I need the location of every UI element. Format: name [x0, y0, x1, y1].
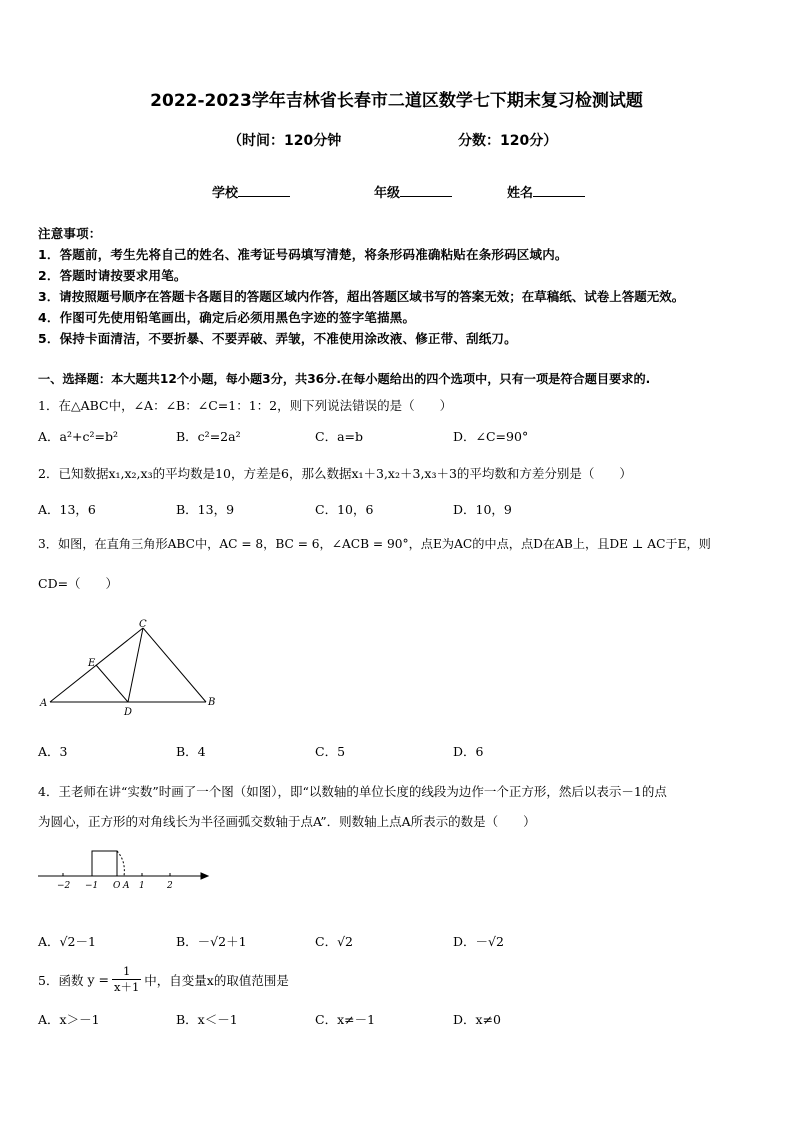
question-2: 2．已知数据x₁,x₂,x₃的平均数是10，方差是6，那么数据x₁＋3,x₂＋3,x₃＋3的平均数和方差分别是（ ） [38, 466, 632, 481]
number-line-figure [36, 845, 211, 893]
label-c: C [139, 619, 147, 630]
q1-option-c[interactable]: C．a=b [315, 429, 363, 444]
tick-neg1: −1 [85, 881, 99, 891]
segment-cd [128, 628, 143, 702]
q5-denominator: x＋1 [113, 980, 140, 994]
question-4-cont: 为圆心，正方形的对角线长为半径画弧交数轴于点A”．则数轴上点A所表示的数是（ ） [38, 814, 536, 829]
label-d: D [124, 707, 133, 718]
q5-fn: y = [87, 972, 109, 987]
note-item: 4．作图可先使用铅笔画出，确定后必须用黑色字迹的签字笔描黑。 [38, 310, 416, 325]
question-1: 1．在△ABC中，∠A：∠B：∠C=1：1：2，则下列说法错误的是（ ） [38, 398, 453, 413]
q2-option-b[interactable]: B．13，9 [176, 502, 235, 517]
page-title: 2022-2023学年吉林省长春市二道区数学七下期末复习检测试题 [150, 91, 643, 111]
tick-2: 2 [167, 881, 173, 891]
label-e: E [88, 658, 96, 669]
q3-option-d[interactable]: D．6 [453, 744, 484, 759]
unit-square [92, 851, 117, 876]
question-5 [38, 964, 289, 995]
name-label: 姓名 [507, 186, 534, 201]
q5-option-b[interactable]: B．x＜－1 [176, 1012, 238, 1027]
school-label: 学校 [212, 186, 239, 201]
grade-blank[interactable] [400, 184, 452, 197]
q3-option-b[interactable]: B．4 [176, 744, 206, 759]
school-blank[interactable] [238, 184, 290, 197]
question-4: 4．王老师在讲“实数”时画了一个图（如图），即“以数轴的单位长度的线段为边作一个正方形，然后以表示－1的点 [38, 784, 667, 799]
q1-option-d[interactable]: D．∠C=90° [453, 429, 529, 444]
name-blank[interactable] [533, 184, 585, 197]
section-heading: 一、选择题：本大题共12个小题，每小题3分，共36分.在每小题给出的四个选项中，只有一项是符合题目要求的. [38, 372, 651, 386]
q1-option-a[interactable]: A．a²+c²=b² [38, 429, 118, 444]
q3-option-a[interactable]: A．3 [38, 744, 68, 759]
note-item: 1．答题前，考生先将自己的姓名、准考证号码填写清楚，将条形码准确粘贴在条形码区域内。 [38, 247, 568, 262]
question-3: 3．如图，在直角三角形ABC中，AC = 8，BC = 6，∠ACB = 90°，点E为AC的中点，点D在AB上，且DE ⊥ AC于E，则 [38, 537, 711, 551]
segment-bc [143, 628, 206, 702]
q5-option-a[interactable]: A．x＞－1 [38, 1012, 100, 1027]
q4-option-a[interactable]: A．√2－1 [38, 934, 96, 949]
q4-option-d[interactable]: D．－√2 [453, 934, 504, 949]
exam-time: （时间：120分钟 [228, 133, 342, 149]
triangle-figure [38, 618, 228, 718]
axis-arrow [201, 873, 208, 879]
note-item: 3．请按照题号顺序在答题卡各题目的答题区域内作答，超出答题区域书写的答案无效；在草稿纸、试卷上答题无效。 [38, 289, 685, 304]
q4-option-b[interactable]: B．－√2＋1 [176, 934, 247, 949]
tick-a: A [123, 881, 130, 891]
grade-label: 年级 [374, 186, 401, 201]
notes-heading: 注意事项： [38, 226, 102, 241]
question-3-cont: CD=（ ） [38, 576, 119, 591]
q2-option-d[interactable]: D．10，9 [453, 502, 512, 517]
q5-suffix: 中，自变量x的取值范围是 [144, 972, 289, 988]
q5-prefix: 5．函数 [38, 972, 84, 988]
segment-de [96, 665, 128, 702]
q3-option-c[interactable]: C．5 [315, 744, 346, 759]
q2-option-a[interactable]: A．13，6 [38, 502, 96, 517]
grade-field [374, 182, 452, 201]
tick-origin: O [113, 881, 121, 891]
note-item: 5．保持卡面清洁，不要折暴、不要弄破、弄皱，不准使用涂改液、修正带、刮纸刀。 [38, 331, 517, 346]
exam-score: 分数：120分） [458, 133, 558, 149]
school-field [212, 182, 290, 201]
q4-option-c[interactable]: C．√2 [315, 934, 353, 949]
note-item: 2．答题时请按要求用笔。 [38, 268, 187, 283]
label-a: A [40, 698, 48, 709]
arc [117, 851, 124, 876]
tick-1: 1 [139, 881, 145, 891]
tick-neg2: −2 [57, 881, 71, 891]
q5-option-d[interactable]: D．x≠0 [453, 1012, 501, 1027]
name-field [507, 182, 585, 201]
q1-option-b[interactable]: B．c²=2a² [176, 429, 241, 444]
q5-numerator: 1 [122, 964, 131, 978]
label-b: B [208, 697, 216, 708]
q5-option-c[interactable]: C．x≠－1 [315, 1012, 376, 1027]
q2-option-c[interactable]: C．10，6 [315, 502, 374, 517]
q5-fraction [112, 964, 141, 995]
